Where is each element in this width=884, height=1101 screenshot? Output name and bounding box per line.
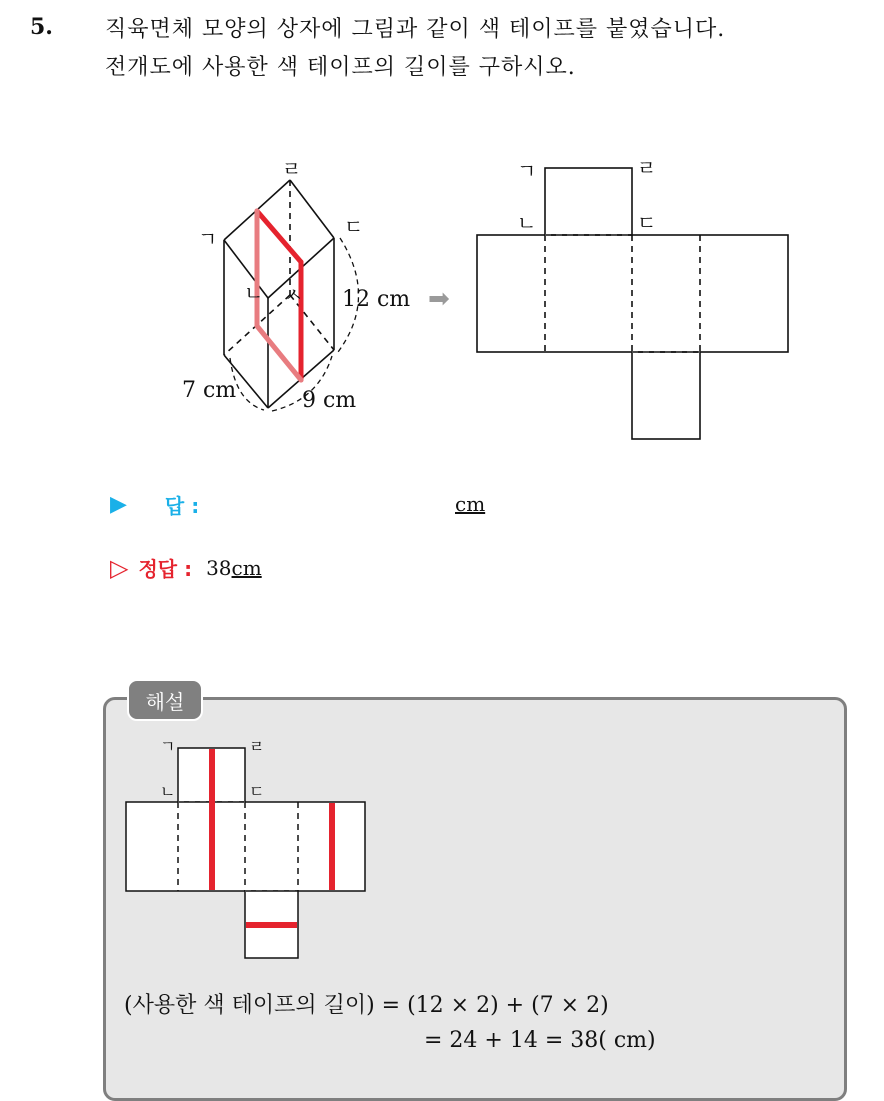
solution-label-digeut: ㄷ — [249, 782, 265, 801]
answer-label: 답 : — [164, 494, 200, 518]
question-text-line1: 직육면체 모양의 상자에 그림과 같이 색 테이프를 붙였습니다. — [105, 17, 726, 42]
solution-equation-line1: (사용한 색 테이프의 길이) = (12 × 2) + (7 × 2) — [124, 993, 609, 1018]
correct-answer-unit: cm — [231, 555, 262, 580]
vertex-label-rieul: ㄹ — [282, 157, 302, 181]
solution-equation-line2: = 24 + 14 = 38( cm) — [424, 1028, 656, 1053]
net-label-digeut: ㄷ — [637, 211, 657, 235]
solution-label-nieun: ㄴ — [160, 782, 176, 801]
vertex-label-nieun: ㄴ — [244, 281, 264, 305]
play-triangle-icon: ▶ — [110, 492, 127, 517]
net-label-rieul: ㄹ — [637, 156, 657, 180]
width-dimension: 9 cm — [302, 388, 357, 413]
solution-tag: 해설 — [127, 679, 203, 721]
arrow-right-icon: ➡ — [428, 284, 450, 314]
depth-dimension: 7 cm — [182, 378, 237, 403]
net-label-giyeok: ㄱ — [517, 159, 537, 183]
answer-unit: cm — [455, 492, 486, 516]
net-label-nieun: ㄴ — [517, 211, 537, 235]
solution-label-rieul: ㄹ — [249, 737, 265, 756]
solution-label-giyeok: ㄱ — [160, 737, 176, 756]
vertex-label-giyeok: ㄱ — [198, 227, 218, 251]
question-text-line2: 전개도에 사용한 색 테이프의 길이를 구하시오. — [105, 55, 576, 80]
vertex-label-hidden: ㅅ — [284, 283, 304, 307]
question-number: 5. — [30, 14, 53, 40]
outline-triangle-icon: ▷ — [110, 553, 129, 582]
correct-answer-label: 정답 : — [138, 557, 193, 581]
vertex-label-digeut: ㄷ — [344, 215, 364, 239]
height-dimension: 12 cm — [342, 287, 411, 312]
correct-answer-value: 38 — [206, 555, 232, 580]
